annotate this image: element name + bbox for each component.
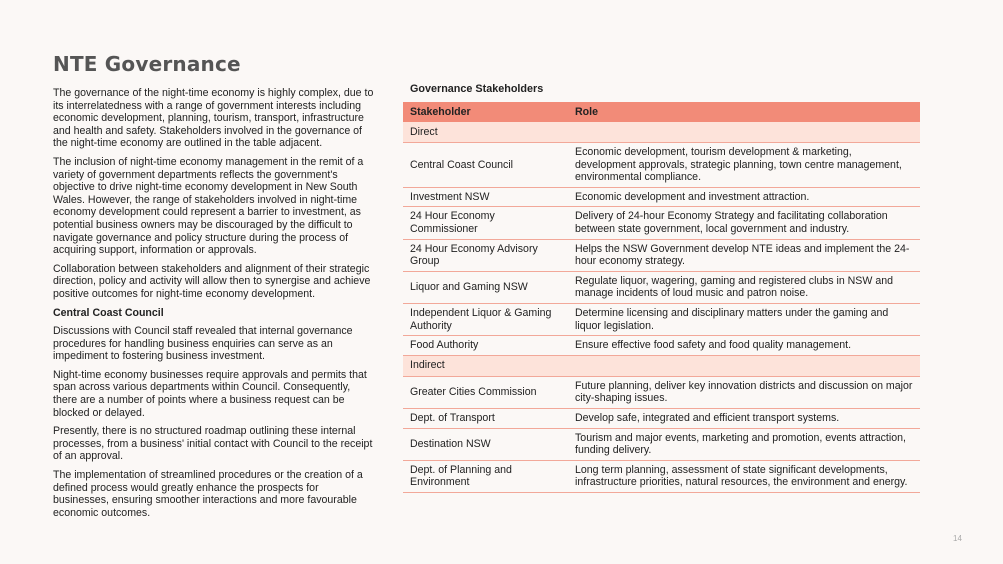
paragraph: The governance of the night-time economy is highly complex, due to its interrelatedness with a range of government interests including economic development, planning, tourism, transport, infrastructure and health and safety. Stakeholders involved in the governance of the night-time economy are outlined in the table adjacent. bbox=[53, 87, 374, 150]
role-cell: Economic development, tourism development & marketing, development approvals, strategic planning, town centre management, environmental compliance. bbox=[569, 143, 920, 188]
body-text bbox=[53, 87, 375, 525]
table-header-row bbox=[403, 102, 920, 122]
role-cell: Determine licensing and disciplinary matters under the gaming and liquor legislation. bbox=[569, 303, 920, 335]
stakeholder-cell: 24 Hour Economy Advisory Group bbox=[403, 239, 569, 271]
table-row bbox=[403, 207, 920, 239]
table-title: Governance Stakeholders bbox=[410, 83, 544, 95]
paragraph: Presently, there is no structured roadmap outlining these internal processes, from a business' initial contact with Council to the receipt of an approval. bbox=[53, 425, 373, 463]
section-subheading: Central Coast Council bbox=[53, 306, 164, 319]
paragraph: Collaboration between stakeholders and alignment of their strategic direction, policy and activity will allow then to synergise and achieve positive outcomes for night-time economy development. bbox=[53, 262, 371, 300]
table-row bbox=[403, 187, 920, 207]
stakeholder-cell: 24 Hour Economy Commissioner bbox=[403, 207, 569, 239]
page-title: NTE Governance bbox=[53, 52, 241, 76]
stakeholder-cell: Dept. of Planning and Environment bbox=[403, 460, 569, 492]
table-row bbox=[403, 376, 920, 408]
section-label: Indirect bbox=[403, 355, 920, 376]
header-stakeholder: Stakeholder bbox=[403, 102, 569, 122]
table-row bbox=[403, 239, 920, 271]
role-cell: Economic development and investment attraction. bbox=[569, 187, 920, 207]
table-row bbox=[403, 460, 920, 492]
role-cell: Tourism and major events, marketing and promotion, events attraction, funding delivery. bbox=[569, 428, 920, 460]
paragraph: Discussions with Council staff revealed that internal governance procedures for handling business enquiries can serve as an impediment to fostering business investment. bbox=[53, 325, 353, 363]
section-label: Direct bbox=[403, 122, 920, 143]
table-body bbox=[403, 122, 920, 492]
role-cell: Ensure effective food safety and food quality management. bbox=[569, 336, 920, 356]
stakeholder-cell: Central Coast Council bbox=[403, 143, 569, 188]
table-row bbox=[403, 271, 920, 303]
stakeholders-table bbox=[403, 102, 920, 493]
table-section-row bbox=[403, 355, 920, 376]
table-section-row bbox=[403, 122, 920, 143]
role-cell: Long term planning, assessment of state significant developments, infrastructure priorities, natural resources, the environment and energy. bbox=[569, 460, 920, 492]
role-cell: Helps the NSW Government develop NTE ideas and implement the 24-hour economy strategy. bbox=[569, 239, 920, 271]
role-cell: Future planning, deliver key innovation districts and discussion on major city-shaping issues. bbox=[569, 376, 920, 408]
table-row bbox=[403, 428, 920, 460]
table-row bbox=[403, 336, 920, 356]
page-number: 14 bbox=[953, 534, 962, 543]
stakeholder-cell: Greater Cities Commission bbox=[403, 376, 569, 408]
role-cell: Develop safe, integrated and efficient transport systems. bbox=[569, 408, 920, 428]
table-row bbox=[403, 143, 920, 188]
paragraph: The implementation of streamlined procedures or the creation of a defined process would greatly enhance the prospects for businesses, ensuring smoother interactions and more favourable economic outcomes. bbox=[53, 469, 363, 519]
stakeholder-cell: Destination NSW bbox=[403, 428, 569, 460]
stakeholder-cell: Dept. of Transport bbox=[403, 408, 569, 428]
role-cell: Regulate liquor, wagering, gaming and registered clubs in NSW and manage incidents of loud music and patron noise. bbox=[569, 271, 920, 303]
stakeholder-cell: Liquor and Gaming NSW bbox=[403, 271, 569, 303]
paragraph: Night-time economy businesses require approvals and permits that span across various departments within Council. Consequently, there are a number of points where a business request can be blocked or delayed. bbox=[53, 368, 367, 419]
header-role: Role bbox=[569, 102, 920, 122]
table-row bbox=[403, 408, 920, 428]
stakeholder-cell: Food Authority bbox=[403, 336, 569, 356]
stakeholder-cell: Investment NSW bbox=[403, 187, 569, 207]
table-row bbox=[403, 303, 920, 335]
paragraph: The inclusion of night-time economy management in the remit of a variety of government departments reflects the government's objective to drive night-time economy development in New South Wales. However, the range of stakeholders involved in night-time economy development could represent a barrier to investment, as potential business owners may be discouraged by the difficult to navigate governance and policy structure during the process of acquiring support, information or approvals. bbox=[53, 155, 364, 257]
stakeholder-cell: Independent Liquor & Gaming Authority bbox=[403, 303, 569, 335]
role-cell: Delivery of 24-hour Economy Strategy and facilitating collaboration between state government, local government and industry. bbox=[569, 207, 920, 239]
